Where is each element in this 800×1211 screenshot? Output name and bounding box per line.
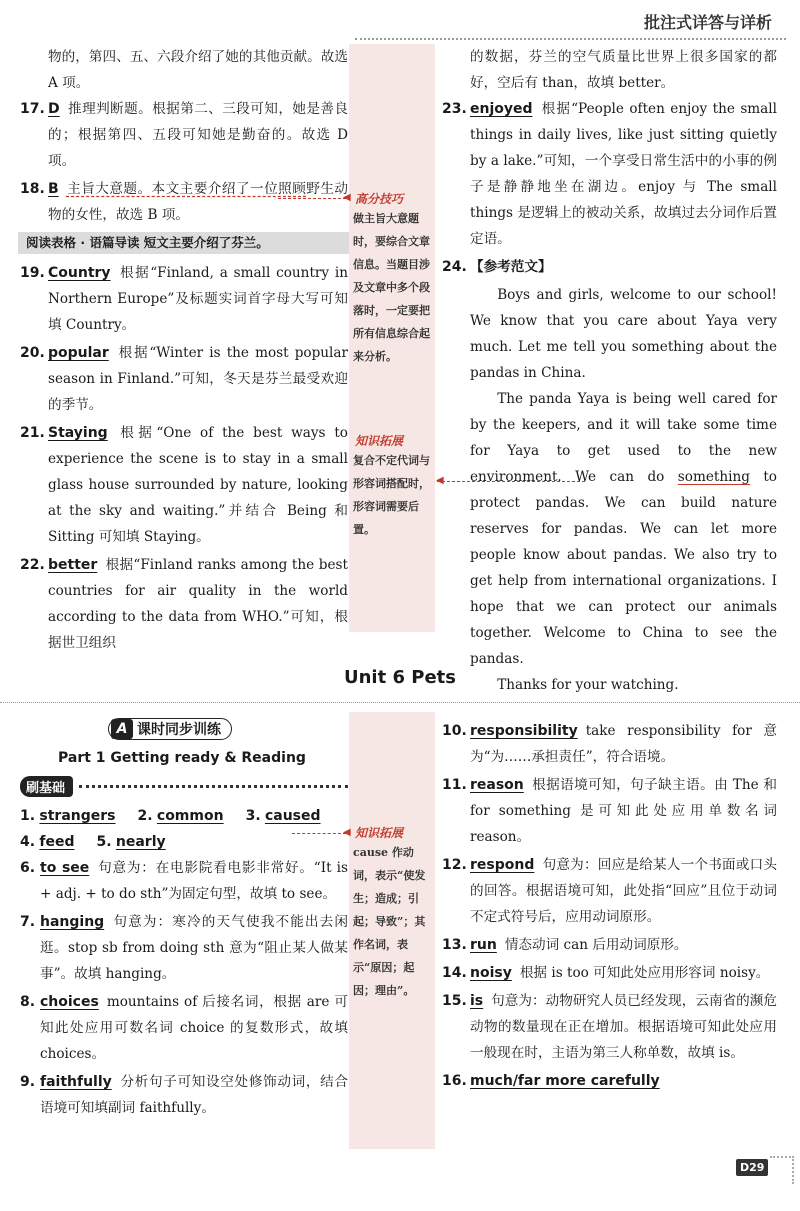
page-number: D29 (736, 1159, 768, 1176)
explanation: 根据“People often enjoy the small things in daily lives, like just sitting quietly by a lake.”可知，一个享受日常生活中的小事的例子是静静地坐在湖边。enjoy 与 The small things 是逻辑上的被动关系，故填过去分词作后置定语。 (470, 101, 777, 247)
answer: faithfully (40, 1074, 112, 1090)
answer-row-1 (20, 803, 348, 829)
answer-item-24 (442, 254, 777, 280)
explanation: 根据“Winter is the most popular season in Finland.”可知，冬天是芬兰最受欢迎的季节。 (48, 345, 348, 413)
answer: choices (40, 994, 99, 1010)
answer: much/far more carefully (470, 1073, 660, 1089)
answer-item-23 (442, 96, 777, 252)
item-number: 14. (442, 965, 467, 981)
explanation: 根据“One of the best ways to experience the scene is to stay in a small glass house surrounded by nature, looking at the sky and waiting.”并结合 Being 和 Sitting 可知填 Staying。 (48, 425, 348, 545)
answer-item-10 (442, 718, 777, 770)
reading-guide-banner: 阅读表格 · 语篇导读 短文主要介绍了芬兰。 (18, 232, 350, 254)
unit-title: Unit 6 Pets (344, 667, 456, 688)
answer-item-19 (20, 260, 348, 338)
essay-text: to protect pandas. We can build nature reserves for pandas. We can let more people know about pandas. We also try to get help from international organizations. I hope that we can protect our animals together. Welcome to China to see the pandas. (470, 469, 777, 667)
basics-header (20, 776, 348, 797)
explanation: 句意为：动物研究人员已经发现，云南省的濒危动物的数量现在正在增加。根据语境可知此处应用一般现在时，主语为第三人称单数，故填 is。 (470, 993, 777, 1061)
answer: hanging (40, 914, 105, 930)
explanation: 根据“Finland, a small country in Northern Europe”及标题实词首字母大写可知填 Country。 (48, 265, 348, 333)
answer-item-14 (442, 960, 777, 986)
explanation: mountains of 后接名词，根据 are 可知此处应用可数名词 choice 的复数形式，故填 choices。 (40, 994, 348, 1062)
answer: D (48, 101, 60, 117)
answer-item-11 (442, 772, 777, 850)
answer: common (156, 808, 224, 824)
explanation: 情态动词 can 后用动词原形。 (504, 937, 688, 953)
answer: better (48, 557, 98, 573)
item-number: 16. (442, 1073, 467, 1089)
essay-label: 【参考范文】 (470, 259, 552, 275)
answer: Staying (48, 425, 108, 441)
header-divider (355, 38, 786, 40)
answer-item-18 (20, 176, 348, 228)
bottom-left-column (20, 718, 348, 1123)
item-number: 10. (442, 723, 467, 739)
side-annotation-bottom (349, 712, 435, 1149)
item-number: 8. (20, 994, 36, 1010)
essay-marked-word: something (677, 469, 750, 485)
knowledge-text: cause 作动词，表示“使发生；造成；引起；导致”；其作名词，表示“原因；起因；理由”。 (353, 846, 426, 997)
item-number: 15. (442, 993, 467, 1009)
arrow-icon: ◀ (343, 827, 351, 838)
explanation: 推理判断题。根据第二、三段可知，她是善良的；根据第四、五段可知她是勤奋的。故选 D 项。 (48, 101, 348, 169)
answer-item-12 (442, 852, 777, 930)
knowledge-tag: 知识拓展 (355, 434, 404, 448)
tip-text: 做主旨大意题时，要综合文章信息。当题目涉及文章中多个段落时，一定要把所有信息综合起来分析。 (353, 212, 430, 363)
answer-item-7 (20, 909, 348, 987)
dotted-divider (79, 785, 348, 788)
guide-line (278, 198, 346, 199)
knowledge-text: 复合不定代词与形容词搭配时，形容词需要后置。 (353, 454, 430, 536)
arrow-icon: ◀ (343, 192, 351, 203)
answer-item-9 (20, 1069, 348, 1121)
part-title: Part 1 Getting ready & Reading (58, 750, 306, 766)
answer: is (470, 993, 484, 1009)
continued-text: 的数据，芬兰的空气质量比世界上很多国家的都好，空后有 than，故填 better。 (470, 49, 777, 91)
top-right-column (442, 44, 777, 698)
answer-item-17 (20, 96, 348, 174)
answer: caused (264, 808, 321, 824)
explanation: 分析句子可知设空处修饰动词，结合语境可知填副词 faithfully。 (40, 1074, 348, 1116)
item-number: 22. (20, 557, 45, 573)
explanation: 句意为：寒冷的天气使我不能出去闲逛。stop sb from doing sth 意为“阻止某人做某事”。故填 hanging。 (40, 914, 348, 982)
answer: feed (39, 834, 75, 850)
answer-item-8 (20, 989, 348, 1067)
arrow-icon: ◀ (436, 475, 444, 486)
item-number: 18. (20, 181, 45, 197)
item-number: 3. (245, 808, 261, 824)
answer: enjoyed (470, 101, 533, 117)
explanation: 根据语境可知，句子缺主语。由 The 和 for something 是可知此处应用单数名词 reason。 (470, 777, 777, 845)
explanation: 根据“Finland ranks among the best countries for air quality in the world according to the data from WHO.”可知，根据世卫组织 (48, 557, 348, 651)
basics-badge: 刷基础 (20, 776, 73, 797)
item-number: 11. (442, 777, 467, 793)
item-number: 24. (442, 259, 467, 275)
item-number: 12. (442, 857, 467, 873)
tip-tag: 高分技巧 (355, 192, 404, 206)
answer: respond (470, 857, 535, 873)
answer: B (48, 181, 59, 197)
header-title: 批注式详答与详析 (643, 13, 772, 32)
answer-item-15 (442, 988, 777, 1066)
corner-decoration (770, 1156, 794, 1184)
item-number: 5. (96, 834, 112, 850)
item-number: 23. (442, 101, 467, 117)
section-letter: A (111, 719, 133, 739)
answer: Country (48, 265, 111, 281)
answer: strangers (39, 808, 116, 824)
explanation-marked: 主旨大意题。本文主要介绍了一位照顾 (66, 181, 307, 197)
knowledge-tag: 知识拓展 (355, 826, 404, 840)
model-essay (442, 282, 777, 698)
item-number: 1. (20, 808, 36, 824)
answer: to see (40, 860, 90, 876)
answer-item-13 (442, 932, 777, 958)
essay-paragraph-1: Boys and girls, welcome to our school! We know that you care about Yaya very much. Let me tell you something about the pandas in China. (470, 287, 777, 381)
answer: responsibility (470, 723, 578, 739)
answer-item-20 (20, 340, 348, 418)
answer: popular (48, 345, 109, 361)
answer-item-16 (442, 1068, 777, 1094)
item-number: 7. (20, 914, 36, 930)
section-badge (108, 718, 232, 740)
answer: nearly (115, 834, 166, 850)
section-title: 课时同步训练 (137, 722, 221, 738)
answer: run (470, 937, 497, 953)
item-number: 20. (20, 345, 45, 361)
answer-item-6 (20, 855, 348, 907)
answer-item-21 (20, 420, 348, 550)
explanation: take responsibility for 意为“为……承担责任”，符合语境。 (470, 723, 777, 765)
answer: noisy (470, 965, 512, 981)
item-number: 4. (20, 834, 36, 850)
answer-item-22 (20, 552, 348, 656)
continued-text: 物的，第四、五、六段介绍了她的其他贡献。故选 A 项。 (48, 49, 348, 91)
item-number: 19. (20, 265, 45, 281)
essay-paragraph-3: Thanks for your watching. (497, 677, 679, 693)
item-number: 9. (20, 1074, 36, 1090)
essay-text: The panda Yaya is being well cared for by the keepers, and it will take some time for Yaya to get used to the new environment. We can do (470, 391, 777, 485)
top-left-column (20, 44, 348, 658)
side-annotation-top (349, 44, 435, 632)
answer: reason (470, 777, 524, 793)
item-number: 13. (442, 937, 467, 953)
item-number: 17. (20, 101, 45, 117)
item-number: 6. (20, 860, 36, 876)
bottom-right-column (442, 718, 777, 1096)
essay-paragraph-2 (470, 386, 777, 672)
explanation: 野生动物的女性，故选 B 项。 (48, 181, 349, 223)
item-number: 2. (137, 808, 153, 824)
item-number: 21. (20, 425, 45, 441)
guide-line (292, 833, 346, 834)
unit-divider (0, 702, 800, 703)
explanation: 句意为：回应是给某人一个书面或口头的回答。根据语境可知，此处指“回应”且位于动词不定式符号后，应用动词原形。 (470, 857, 777, 925)
explanation: 句意为：在电影院看电影非常好。“It is + adj. + to do sth”为固定句型，故填 to see。 (40, 860, 348, 902)
explanation: 根据 is too 可知此处应用形容词 noisy。 (519, 965, 770, 981)
